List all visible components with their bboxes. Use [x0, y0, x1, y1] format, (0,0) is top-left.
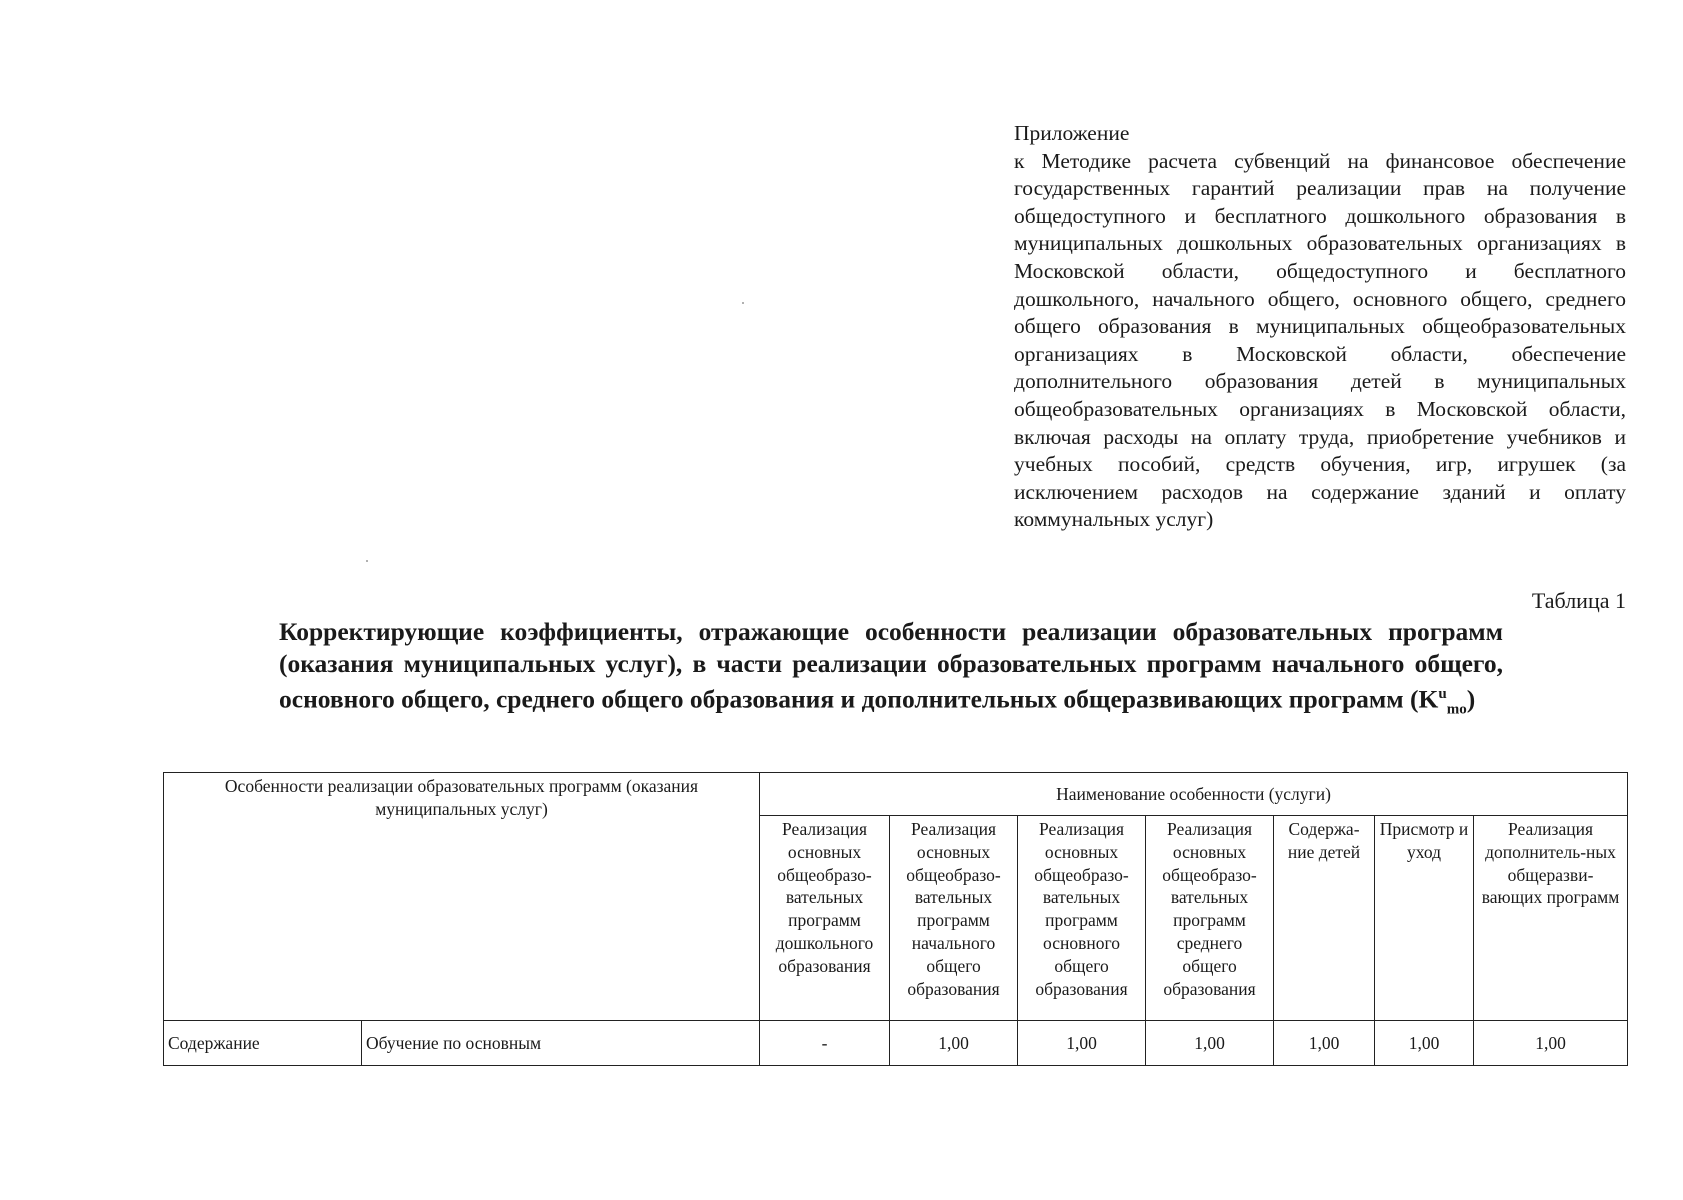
row-feature: Обучение по основным	[362, 1021, 760, 1066]
scan-speck	[742, 302, 744, 304]
coefficients-table	[163, 772, 1628, 1066]
heading-symbol: K	[1418, 684, 1439, 714]
column-header: Присмотр и уход	[1375, 816, 1474, 1021]
column-header: Реализация основных общеобразо-вательных программ среднего общего образования	[1146, 816, 1274, 1021]
left-header-cell: Особенности реализации образовательных программ (оказания муниципальных услуг)	[164, 773, 760, 1021]
right-header-cell: Наименование особенности (услуги)	[760, 773, 1628, 816]
column-header: Реализация основных общеобразо-вательных программ основного общего образования	[1018, 816, 1146, 1021]
scan-speck	[366, 560, 368, 562]
heading-text: Корректирующие коэффициенты, отражающие особенности реализации образовательных программ (оказания муниципальных услуг), в части реализации образовательных программ начального общего, основного общего, среднего общего образования и дополнительных общеразвивающих программ (	[279, 617, 1503, 714]
table-cell: 1,00	[890, 1021, 1018, 1066]
table-cell: 1,00	[1474, 1021, 1628, 1066]
table-row	[164, 1021, 1628, 1066]
column-header: Реализация основных общеобразо-вательных программ начального общего образования	[890, 816, 1018, 1021]
table-cell: 1,00	[1375, 1021, 1474, 1066]
table-cell: 1,00	[1274, 1021, 1375, 1066]
appendix-block	[1014, 120, 1626, 534]
heading-closing: )	[1466, 684, 1476, 714]
table-number: Таблица 1	[1531, 588, 1626, 613]
table-header-row-1	[164, 773, 1628, 816]
column-header: Реализация основных общеобразо-вательных программ дошкольного образования	[760, 816, 890, 1021]
heading-subscript: mo	[1446, 701, 1467, 718]
table-cell: 1,00	[1146, 1021, 1274, 1066]
column-header: Реализация дополнитель-ных общеразви-вающих программ	[1474, 816, 1628, 1021]
table-cell: 1,00	[1018, 1021, 1146, 1066]
row-category: Содержание	[164, 1021, 362, 1066]
table-heading	[279, 616, 1503, 726]
column-header: Содержа-ние детей	[1274, 816, 1375, 1021]
table-cell: -	[760, 1021, 890, 1066]
appendix-text: к Методике расчета субвенций на финансовое обеспечение государственных гарантий реализации прав на получение общедоступного и бесплатного дошкольного образования в муниципальных дошкольных образовательных организациях в Московской области, общедоступного и бесплатного дошкольного, начального общего, основного общего, среднего общего образования в муниципальных общеобразовательных организациях в Московской области, обеспечение дополнительного образования детей в муниципальных общеобразовательных организациях в Московской области, включая расходы на оплату труда, приобретение учебников и учебных пособий, средств обучения, игр, игрушек (за исключением расходов на содержание зданий и оплату коммунальных услуг)	[1014, 148, 1626, 532]
appendix-title: Приложение	[1014, 121, 1130, 145]
heading-superscript: u	[1438, 686, 1447, 702]
